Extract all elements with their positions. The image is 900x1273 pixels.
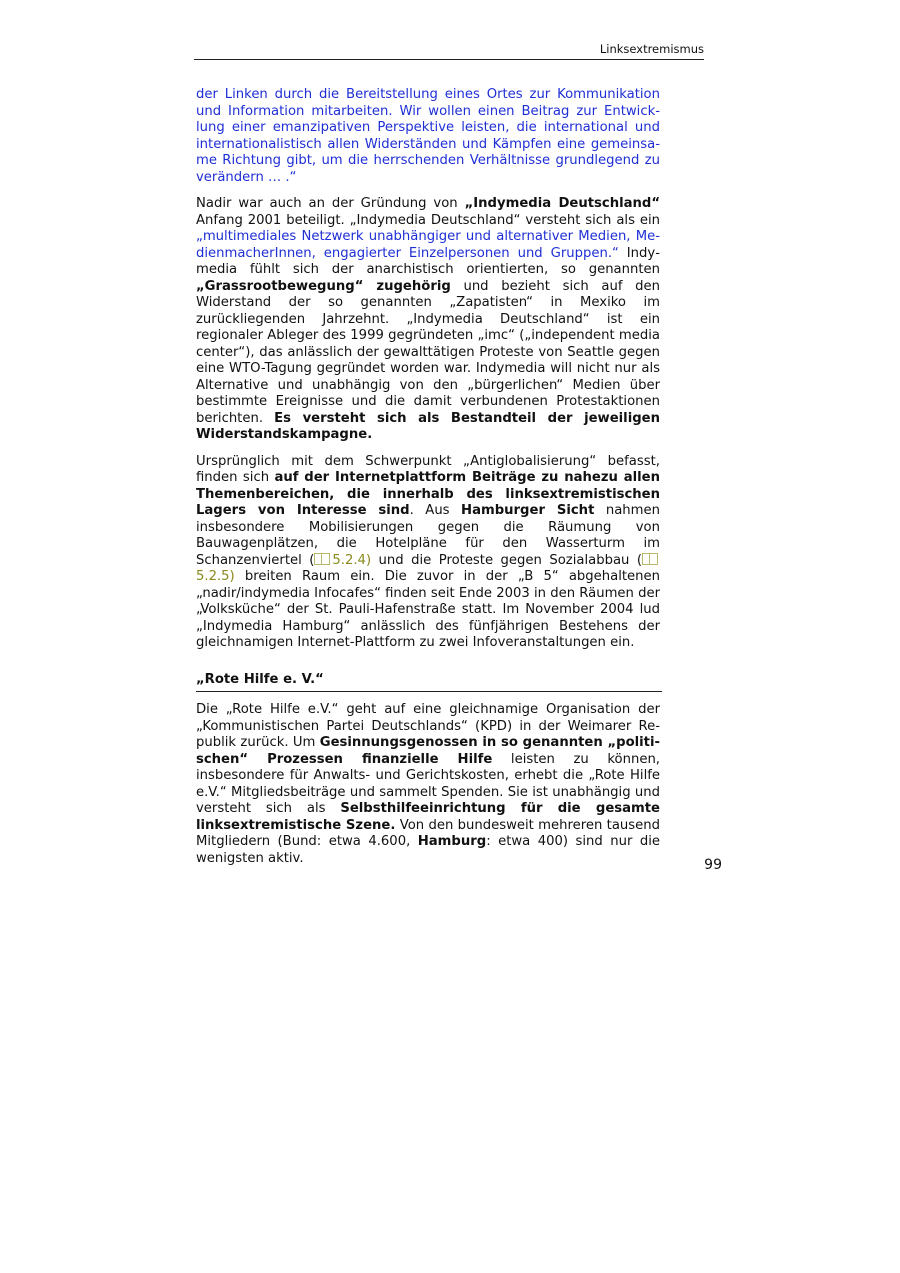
paragraph-indymedia xyxy=(196,196,660,444)
page-number: 99 xyxy=(704,857,722,873)
paragraph-rote-hilfe xyxy=(196,702,660,867)
text-run: : etwa 400) sind nur die wenigsten aktiv. xyxy=(196,834,660,866)
bold-grassrootbewegung: „Grassrootbewegung“ zugehörig xyxy=(196,278,451,294)
quote-text: der Linken durch die Bereitstellung eines Ortes zur Kommunikation und Information mitarbeiten. Wir wollen einen Beitrag zur Entwicklung einer emanzipativen Perspektive leisten, die international und internationalistisch allen Widerständen und Kämpfen eine gemeinsame Richtung gibt, um die herrschenden Verhältnisse grundlegend zu verändern … .“ xyxy=(196,87,660,185)
text-run: Ursprünglich mit dem Schwerpunkt „Antiglobalisierung“ befasst, finden sich xyxy=(196,453,660,485)
bold-selbsthilfeeinrichtung: Selbsthilfeeinrichtung für die gesamte linksextremistische Szene. xyxy=(196,801,660,833)
text-run: Indymedia fühlt sich der anarchistisch orientierten, so genannten xyxy=(196,245,660,277)
text-run: Von den bundesweit mehreren tausend Mitgliedern (Bund: etwa 4.600, xyxy=(196,817,660,849)
cross-reference-5-2-5[interactable]: 5.2.5) xyxy=(196,553,660,585)
bold-internetplattform: auf der Internetplattform Beiträge zu nahezu allen Themenbereichen, die innerhalb des linksextremistischen Lagers von Interesse sind xyxy=(196,470,660,518)
bold-widerstandskampagne: Es versteht sich als Bestandteil der jeweiligen Widerstandskampagne. xyxy=(196,410,660,442)
text-run: und bezieht sich auf den Widerstand der so genannten „Zapatisten“ in Mexiko im zurückliegenden Jahrzehnt. „Indymedia Deutschland“ ist ein regionaler Ableger des 1999 gegründeten „imc“ („independent media center“), das anlässlich der gewalttätigen Proteste von Seattle gegen eine WTO-Tagung gegründet worden war. Indymedia will nicht nur als Alternative und unabhängig von den „bürgerlichen“ Medien über bestimmte Ereignisse und die damit verbundenen Protestaktionen berichten. xyxy=(196,278,661,426)
text-run: breiten Raum ein. Die zuvor in der „B 5“ abgehaltenen „nadir/indymedia Infocafes“ finden seit Ende 2003 in den Räumen der „Volksküche“ der St. Pauli-Hafenstraße statt. Im November 2004 lud „Indymedia Hamburg“ anlässlich des fünfjährigen Bestehens der gleichnamigen Internet-Plattform zu zwei Infoveranstaltungen ein. xyxy=(196,569,660,650)
text-run: und die Proteste gegen Sozialabbau ( xyxy=(371,552,642,568)
section-heading-rote-hilfe: „Rote Hilfe e. V.“ xyxy=(196,672,662,693)
book-icon xyxy=(314,553,330,565)
bold-hamburger-sicht: Hamburger Sicht xyxy=(461,503,595,518)
text-run: . Aus xyxy=(409,503,462,518)
cross-reference-5-2-4[interactable]: 5.2.4) xyxy=(314,553,371,568)
book-icon xyxy=(642,553,658,565)
text-run: leisten zu können, insbesondere für Anwalts- und Gerichtskosten, erhebt die „Rote Hilfe e.V.“ Mitgliedsbeiträge und sammelt Spenden. Sie ist unabhängig und versteht sich als xyxy=(196,751,660,816)
quote-text: „multimediales Netzwerk unabhängiger und alternativer Medien, MedienmacherInnen, engagierter Einzelpersonen und Gruppen.“ xyxy=(196,229,660,261)
main-text xyxy=(196,87,660,877)
text-run: Anfang 2001 beteiligt. „Indymedia Deutschland“ versteht sich als ein xyxy=(196,212,660,228)
text-run: Die „Rote Hilfe e.V.“ geht auf eine gleichnamige Organisation der „Kommunistischen Partei Deutschlands“ (KPD) in der Weimarer Republik zurück. Um xyxy=(196,702,660,750)
running-head: Linksextremismus xyxy=(194,42,704,60)
text-run: Nadir war auch an der Gründung von xyxy=(196,196,465,211)
paragraph-antiglobalisierung xyxy=(196,454,660,652)
bold-hamburg: Hamburg xyxy=(417,834,487,849)
bold-indymedia-deutschland: „Indymedia Deutschland“ xyxy=(464,196,660,211)
paragraph-quote-continuation xyxy=(196,87,660,186)
text-run: nahmen insbesondere Mobilisierungen gegen die Räumung von Bauwagenplätzen, die Hotelpläne für den Wasserturm im Schanzenviertel ( xyxy=(196,503,660,568)
bold-gesinnungsgenossen: Gesinnungsgenossen in so genannten „politischen“ Prozessen finanzielle Hilfe xyxy=(196,735,660,767)
